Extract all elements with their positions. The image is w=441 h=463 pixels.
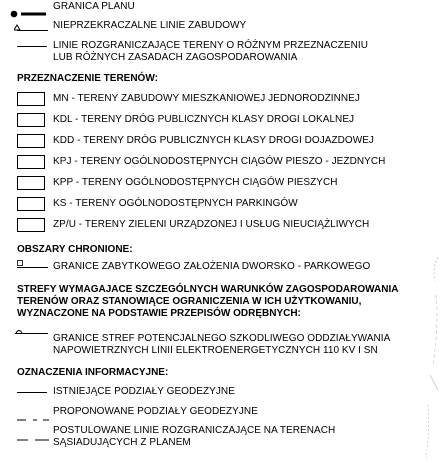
plan-boundary-icon xyxy=(10,10,46,18)
info-heading: OZNACZENIA INFORMACYJNE: xyxy=(17,367,169,378)
zoning-swatch-kpj xyxy=(17,155,45,169)
zoning-swatch-kdd xyxy=(17,134,45,148)
power-line-zone-icon xyxy=(15,328,48,342)
zones-heading-1: STREFY WYMAGAJACE SZCZEGÓLNYCH WARUNKÓW ZAGOSPODAROWANIA xyxy=(17,284,399,295)
building-line-label: NIEPRZEKRACZALNE LINIE ZABUDOWY xyxy=(53,20,247,31)
zones-heading-2: TERENÓW ORAZ STANOWIĄCE OGRANICZENIA W ICH UŻYTKOWANIU, xyxy=(17,296,362,307)
postulated-line-label-2: SĄSIADUJĄCYCH Z PLANEM xyxy=(53,437,191,448)
zoning-label-kpj: KPJ - TERENY OGÓLNODOSTĘPNYCH CIĄGÓW PIESZO - JEZDNYCH xyxy=(53,156,386,167)
dividing-line-symbol xyxy=(17,46,47,47)
heritage-boundary-icon xyxy=(17,258,48,270)
zoning-swatch-mn xyxy=(17,92,45,106)
map-edge-marks xyxy=(418,255,441,460)
plan-boundary-label: GRANICA PLANU xyxy=(53,1,135,12)
zoning-label-mn: MN - TERENY ZABUDOWY MIESZKANIOWEJ JEDNORODZINNEJ xyxy=(53,93,360,104)
building-line-symbol xyxy=(14,19,48,27)
zoning-label-kdl: KDL - TERENY DRÓG PUBLICZNYCH KLASY DROGI LOKALNEJ xyxy=(53,114,355,125)
dividing-line-label-2: LUB RÓŻNYCH ZASADACH ZAGOSPODAROWANIA xyxy=(53,52,298,63)
zoning-swatch-kpp xyxy=(17,176,45,190)
heritage-boundary-symbol xyxy=(17,257,48,269)
zoning-label-ks: KS - TERENY OGÓLNODOSTĘPNYCH PARKINGÓW xyxy=(53,198,298,209)
zoning-label-zpu: ZP/U - TERENY ZIELENI URZĄDZONEJ I USŁUG NIEUCIĄŻLIWYCH xyxy=(53,219,370,230)
proposed-division-symbol xyxy=(17,409,49,413)
proposed-division-icon xyxy=(17,418,49,422)
existing-division-symbol xyxy=(17,392,47,393)
postulated-line-icon xyxy=(17,438,49,442)
power-line-zone-label-1: GRANICE STREF POTENCJALNEGO SZKODLIWEGO ODDZIAŁYWANIA xyxy=(53,333,391,344)
zoning-swatch-zpu xyxy=(17,218,45,232)
protected-heading: OBSZARY CHRONIONE: xyxy=(17,244,133,255)
zoning-label-kpp: KPP - TERENY OGÓLNODOSTĘPNYCH CIĄGÓW PIESZYCH xyxy=(53,177,338,188)
zoning-heading: PRZEZNACZENIE TERENÓW: xyxy=(17,73,158,84)
building-line-icon xyxy=(14,24,48,32)
power-line-zone-symbol xyxy=(15,328,48,342)
power-line-zone-label-2: NAPOWIETRZNYCH LINII ELEKTROENERGETYCZNYCH 110 KV I SN xyxy=(53,345,378,356)
postulated-line-symbol xyxy=(17,429,49,433)
existing-division-label: ISTNIEJĄCE PODZIAŁY GEODEZYJNE xyxy=(53,386,235,397)
dividing-line-label-1: LINIE ROZGRANICZAJĄCE TERENY O RÓŻNYM PRZEZNACZENIU xyxy=(53,40,368,51)
heritage-boundary-label: GRANICE ZABYTKOWEGO ZAŁOŻENIA DWORSKO - PARKOWEGO xyxy=(53,261,371,272)
zoning-swatch-kdl xyxy=(17,113,45,127)
zoning-label-kdd: KDD - TERENY DRÓG PUBLICZNYCH KLASY DROGI DOJAZDOWEJ xyxy=(53,135,374,146)
zoning-swatch-ks xyxy=(17,197,45,211)
proposed-division-label: PROPONOWANE PODZIAŁY GEODEZYJNE xyxy=(53,406,258,417)
plan-boundary-symbol xyxy=(10,5,46,13)
zones-heading-3: WYZNACZONE NA PODSTAWIE PRZEPISÓW ODRĘBNYCH: xyxy=(17,308,301,319)
postulated-line-label-1: POSTULOWANE LINIE ROZGRANICZAJĄCE NA TERENACH xyxy=(53,425,336,436)
